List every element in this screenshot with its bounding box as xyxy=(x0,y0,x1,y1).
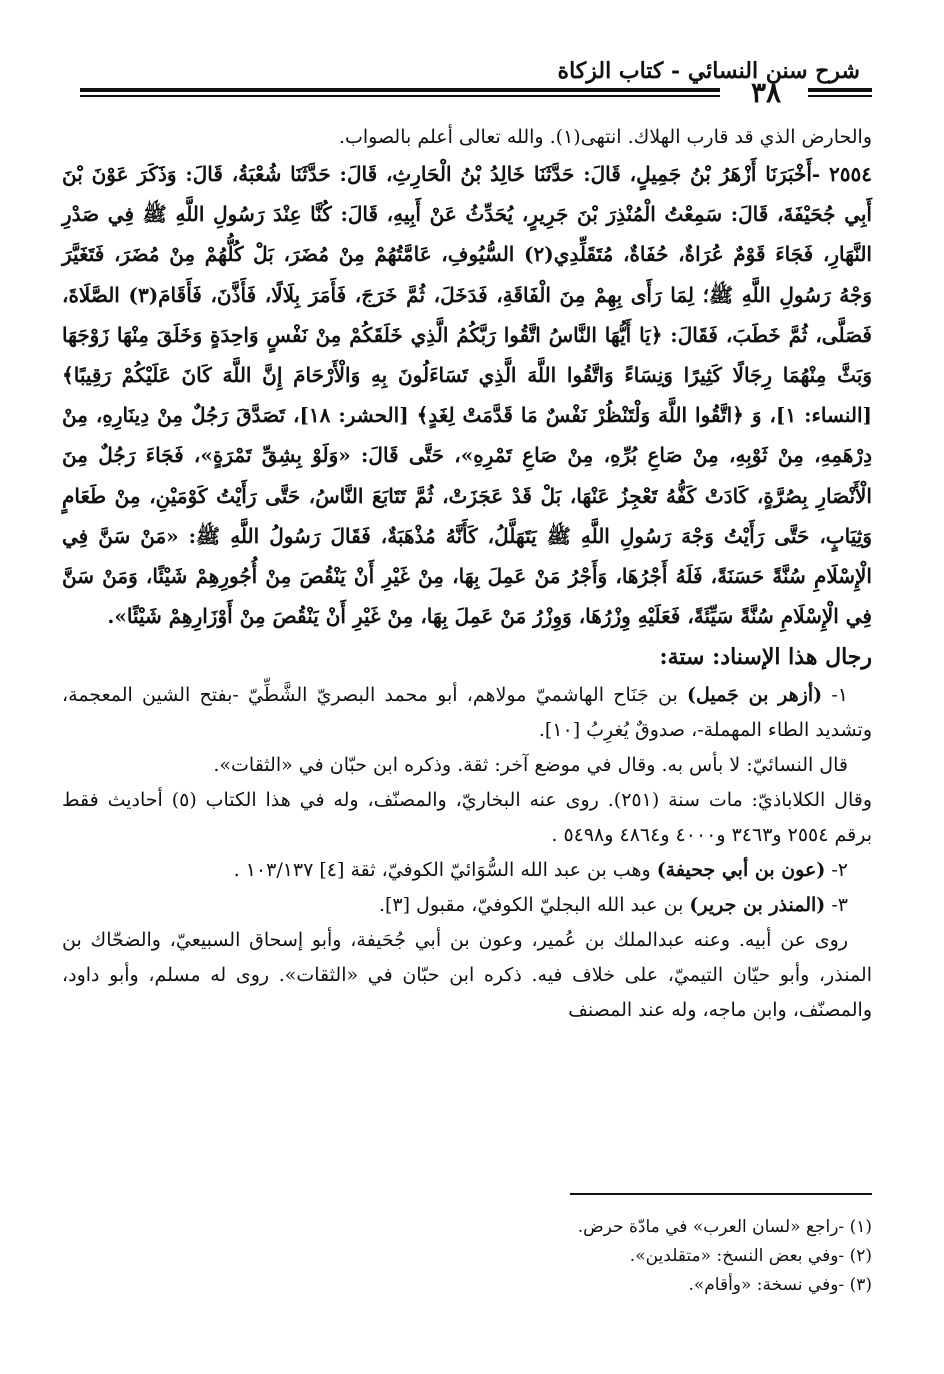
narrator-number: ٣- xyxy=(831,894,848,917)
narrator-name: (المنذر بن جرير) xyxy=(689,894,826,917)
footnote: (١) -راجع «لسان العرب» في مادّة حرض. xyxy=(577,1217,872,1237)
narrator-entry xyxy=(62,678,872,748)
narrator-note: روى عن أبيه. وعنه عبدالملك بن عُمير، وعون بن أبي جُحَيفة، وأبو إسحاق السبيعيّ، والضحّاك بن المنذر، وأبو حيّان التيميّ، على خلاف فيه. ذكره ابن حبّان في «الثقات». روى له مسلم، وأبو داود، والمصنّف، وابن ماجه، وله عند المصنف xyxy=(62,929,872,1022)
narrator-bio: بن جَنَاح الهاشميّ مولاهم، أبو محمد البصريّ الشَّطِّيّ -بفتح الشين المعجمة، وتشديد الطاء المهملة-، صدوقٌ يُغرِبُ [١٠]. xyxy=(62,684,872,742)
page-number-rule-thin xyxy=(808,95,872,97)
page-number: ٣٨ xyxy=(750,76,782,109)
narrator-number: ١- xyxy=(831,684,848,707)
intro-paragraph: والحارض الذي قد قارب الهلاك. انتهى(١). والله تعالى أعلم بالصواب. xyxy=(338,126,872,148)
narrator-name: (أزهر بن جَميل) xyxy=(686,684,823,707)
main-text xyxy=(62,120,872,1028)
narrator-entry xyxy=(62,853,872,888)
header-rule-thick xyxy=(80,88,720,92)
narrator-note: وقال الكلاباذيّ: مات سنة (٢٥١). روى عنه البخاريّ، والمصنّف، وله في هذا الكتاب (٥) أحاديث فقط برقم ٢٥٥٤ و٣٤٦٣ و٤٠٠٠ و٤٨٦٤ و٥٤٩٨ . xyxy=(62,789,872,847)
footnote: (٢) -وفي بعض النسخ: «متقلدين». xyxy=(629,1246,872,1266)
footnotes xyxy=(300,1213,872,1300)
section-heading: رجال هذا الإسناد: ستة: xyxy=(659,644,872,671)
header-rule-thin xyxy=(80,95,720,97)
narrator-name: (عون بن أبي جحيفة) xyxy=(656,859,826,882)
page-number-rule-thick xyxy=(808,88,872,92)
footnote: (٣) -وفي نسخة: «وأقام». xyxy=(688,1275,872,1295)
narrator-entry xyxy=(62,888,872,923)
narrator-note: قال النسائيّ: لا بأس به. وقال في موضع آخر: ثقة. وذكره ابن حبّان في «الثقات». xyxy=(213,754,848,777)
running-header-title: شرح سنن النسائي - كتاب الزكاة xyxy=(557,58,860,84)
hadith-text: ٢٥٥٤ -أَخْبَرَنَا أَزْهَرُ بْنُ جَمِيلٍ، قَالَ: حَدَّثَنَا خَالِدُ بْنُ الْحَارِثِ، قَالَ: حَدَّثَنَا شُعْبَةُ، قَالَ: وَذَكَرَ عَوْنَ بْنَ أَبِي جُحَيْفَةَ، قَالَ: سَمِعْتُ الْمُنْذِرَ بْنَ جَرِيرٍ، يُحَدِّثُ عَنْ أَبِيهِ، قَالَ: كُنَّا عِنْدَ رَسُولِ اللَّهِ ﷺ فِي صَدْرِ النَّهَارِ، فَجَاءَ قَوْمٌ عُرَاةٌ، حُفَاةٌ، مُتَقَلِّدِي(٢) السُّيُوفِ، عَامَّتُهُمْ مِنْ مُضَرَ، بَلْ كُلُّهُمْ مِنْ مُضَرَ، فَتَغَيَّرَ وَجْهُ رَسُولِ اللَّهِ ﷺ؛ لِمَا رَأَى بِهِمْ مِنَ الْفَاقَةِ، فَدَخَلَ، ثُمَّ خَرَجَ، فَأَمَرَ بِلَالًا، فَأَذَّنَ، فَأَقَامَ(٣) الصَّلَاةَ، فَصَلَّى، ثُمَّ خَطَبَ، فَقَالَ: ﴿يَا أَيُّهَا النَّاسُ اتَّقُوا رَبَّكُمُ الَّذِي خَلَقَكُمْ مِنْ نَفْسٍ وَاحِدَةٍ وَخَلَقَ مِنْهَا زَوْجَهَا وَبَثَّ مِنْهُمَا رِجَالًا كَثِيرًا وَنِسَاءً وَاتَّقُوا اللَّهَ الَّذِي تَسَاءَلُونَ بِهِ وَالْأَرْحَامَ إِنَّ اللَّهَ كَانَ عَلَيْكُمْ رَقِيبًا﴾ [النساء: ١]، وَ ﴿اتَّقُوا اللَّهَ وَلْتَنْظُرْ نَفْسٌ مَا قَدَّمَتْ لِغَدٍ﴾ [الحشر: ١٨]، تَصَدَّقَ رَجُلٌ مِنْ دِينَارِهِ، مِنْ دِرْهَمِهِ، مِنْ ثَوْبِهِ، مِنْ صَاعِ بُرِّهِ، مِنْ صَاعِ تَمْرِهِ»، حَتَّى قَالَ: «وَلَوْ بِشِقِّ تَمْرَةٍ»، فَجَاءَ رَجُلٌ مِنَ الْأَنْصَارِ بِصُرَّةٍ، كَادَتْ كَفُّهُ تَعْجِزُ عَنْهَا، بَلْ قَدْ عَجَزَتْ، ثُمَّ تَتَابَعَ النَّاسُ، حَتَّى رَأَيْتُ كَوْمَيْنِ، مِنْ طَعَامٍ وَثِيَابٍ، حَتَّى رَأَيْتُ وَجْهَ رَسُولِ اللَّهِ ﷺ يَتَهَلَّلُ، كَأَنَّهُ مُذْهَبَةٌ، فَقَالَ رَسُولُ اللَّهِ ﷺ: «مَنْ سَنَّ فِي الْإِسْلَامِ سُنَّةً حَسَنَةً، فَلَهُ أَجْرُهَا، وَأَجْرُ مَنْ عَمِلَ بِهَا، مِنْ غَيْرِ أَنْ يَنْقُصَ مِنْ أُجُورِهِمْ شَيْئًا، وَمَنْ سَنَّ فِي الْإِسْلَامِ سُنَّةً سَيِّئَةً، فَعَلَيْهِ وِزْرُهَا، وَوِزْرُ مَنْ عَمِلَ بِهَا، مِنْ غَيْرِ أَنْ يَنْقُصَ مِنْ أَوْزَارِهِمْ شَيْئًا». xyxy=(62,162,873,629)
footnote-rule xyxy=(570,1193,872,1195)
narrator-bio: وهب بن عبد الله السُّوَائيّ الكوفيّ، ثقة [٤] ١٠٣/١٣٧ . xyxy=(233,859,657,882)
narrator-bio: بن عبد الله البجليّ الكوفيّ، مقبول [٣]. xyxy=(378,894,690,917)
narrator-number: ٢- xyxy=(831,859,848,882)
